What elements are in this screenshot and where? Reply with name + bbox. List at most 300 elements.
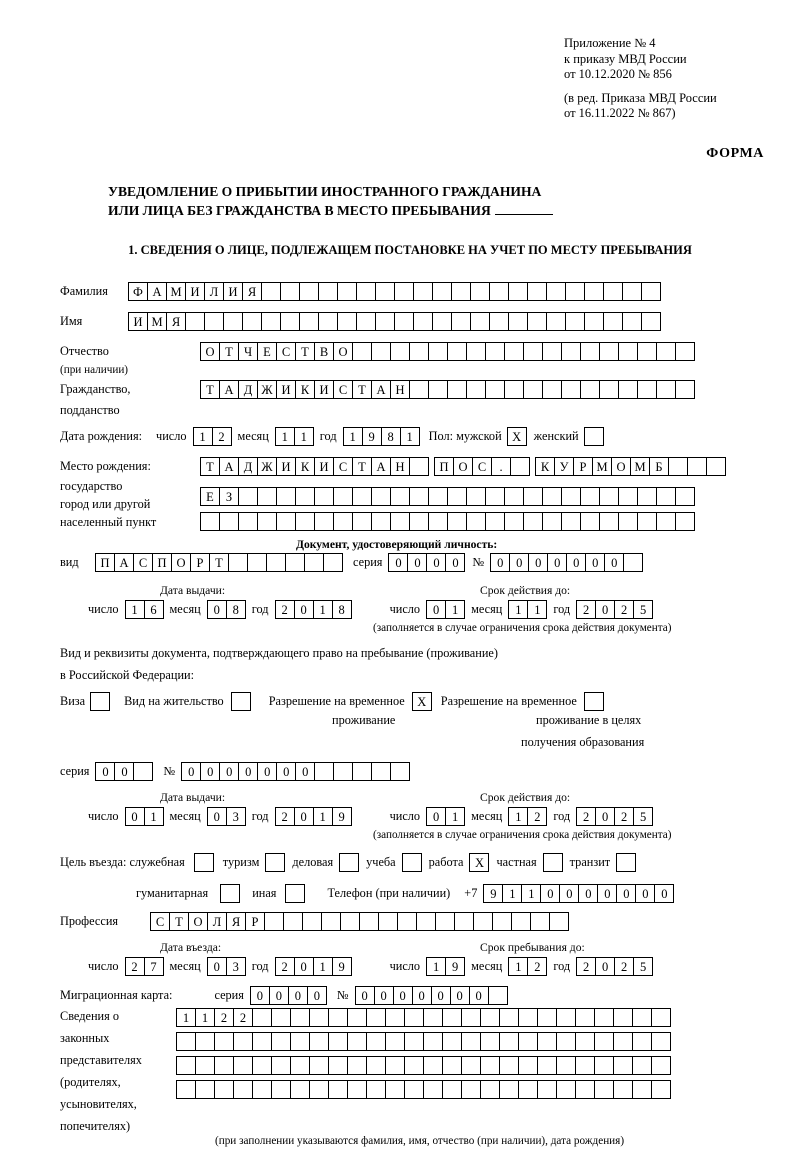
- char-cell[interactable]: 0: [445, 553, 465, 572]
- char-cell[interactable]: 2: [614, 807, 634, 826]
- char-cell[interactable]: Т: [169, 912, 189, 931]
- char-cell[interactable]: [271, 1032, 291, 1051]
- char-cell[interactable]: [580, 342, 600, 361]
- char-cell[interactable]: [252, 1056, 272, 1075]
- char-cell[interactable]: М: [592, 457, 612, 476]
- visa-checkbox[interactable]: [90, 692, 110, 711]
- char-cell[interactable]: [409, 342, 429, 361]
- char-cell[interactable]: [542, 512, 562, 531]
- char-cell[interactable]: [404, 1008, 424, 1027]
- char-cell[interactable]: [632, 1032, 652, 1051]
- char-cell[interactable]: 0: [407, 553, 427, 572]
- char-cell[interactable]: [622, 312, 642, 331]
- char-cell[interactable]: С: [333, 380, 353, 399]
- edu-residence-checkbox[interactable]: [584, 692, 604, 711]
- char-cell[interactable]: 9: [445, 957, 465, 976]
- char-cell[interactable]: [518, 1056, 538, 1075]
- char-cell[interactable]: 0: [238, 762, 258, 781]
- char-cell[interactable]: 0: [276, 762, 296, 781]
- char-cell[interactable]: [499, 1032, 519, 1051]
- char-cell[interactable]: И: [276, 457, 296, 476]
- birth-day-input[interactable]: [193, 427, 232, 446]
- char-cell[interactable]: [613, 1080, 633, 1099]
- char-cell[interactable]: 0: [388, 553, 408, 572]
- char-cell[interactable]: [404, 1032, 424, 1051]
- char-cell[interactable]: [238, 512, 258, 531]
- char-cell[interactable]: 1: [144, 807, 164, 826]
- char-cell[interactable]: 0: [181, 762, 201, 781]
- char-cell[interactable]: 1: [527, 600, 547, 619]
- char-cell[interactable]: [523, 342, 543, 361]
- char-cell[interactable]: 0: [585, 553, 605, 572]
- legal-rep-input-row3[interactable]: [176, 1056, 671, 1075]
- char-cell[interactable]: [195, 1032, 215, 1051]
- sex-female-checkbox[interactable]: [584, 427, 604, 446]
- char-cell[interactable]: [378, 912, 398, 931]
- char-cell[interactable]: [485, 342, 505, 361]
- char-cell[interactable]: 0: [412, 986, 432, 1005]
- char-cell[interactable]: Т: [209, 553, 229, 572]
- char-cell[interactable]: [352, 762, 372, 781]
- char-cell[interactable]: [575, 1032, 595, 1051]
- char-cell[interactable]: 8: [332, 600, 352, 619]
- char-cell[interactable]: [347, 1080, 367, 1099]
- char-cell[interactable]: 2: [576, 807, 596, 826]
- char-cell[interactable]: 0: [207, 807, 227, 826]
- char-cell[interactable]: [480, 1056, 500, 1075]
- char-cell[interactable]: 0: [595, 807, 615, 826]
- char-cell[interactable]: [371, 487, 391, 506]
- char-cell[interactable]: 0: [219, 762, 239, 781]
- char-cell[interactable]: [485, 487, 505, 506]
- char-cell[interactable]: [314, 487, 334, 506]
- char-cell[interactable]: [328, 1008, 348, 1027]
- char-cell[interactable]: 1: [508, 600, 528, 619]
- char-cell[interactable]: С: [472, 457, 492, 476]
- char-cell[interactable]: Е: [257, 342, 277, 361]
- char-cell[interactable]: И: [276, 380, 296, 399]
- char-cell[interactable]: [565, 282, 585, 301]
- char-cell[interactable]: [404, 1056, 424, 1075]
- char-cell[interactable]: 0: [616, 884, 636, 903]
- char-cell[interactable]: [632, 1008, 652, 1027]
- char-cell[interactable]: [632, 1056, 652, 1075]
- char-cell[interactable]: [668, 457, 688, 476]
- char-cell[interactable]: Т: [295, 342, 315, 361]
- char-cell[interactable]: 0: [635, 884, 655, 903]
- char-cell[interactable]: [637, 342, 657, 361]
- char-cell[interactable]: [409, 380, 429, 399]
- char-cell[interactable]: [280, 312, 300, 331]
- char-cell[interactable]: 2: [214, 1008, 234, 1027]
- char-cell[interactable]: 0: [200, 762, 220, 781]
- char-cell[interactable]: 2: [614, 957, 634, 976]
- char-cell[interactable]: 0: [355, 986, 375, 1005]
- permit-valid-day-input[interactable]: [426, 807, 465, 826]
- char-cell[interactable]: [594, 1032, 614, 1051]
- char-cell[interactable]: [264, 912, 284, 931]
- char-cell[interactable]: [309, 1032, 329, 1051]
- char-cell[interactable]: Л: [207, 912, 227, 931]
- char-cell[interactable]: [549, 912, 569, 931]
- char-cell[interactable]: 2: [125, 957, 145, 976]
- char-cell[interactable]: [271, 1008, 291, 1027]
- residence-permit-checkbox[interactable]: [231, 692, 251, 711]
- issue-day-input[interactable]: [125, 600, 164, 619]
- permit-issue-month-input[interactable]: [207, 807, 246, 826]
- char-cell[interactable]: [451, 312, 471, 331]
- char-cell[interactable]: [511, 912, 531, 931]
- char-cell[interactable]: И: [314, 457, 334, 476]
- char-cell[interactable]: [318, 312, 338, 331]
- char-cell[interactable]: [537, 1080, 557, 1099]
- char-cell[interactable]: 0: [595, 957, 615, 976]
- patronymic-input[interactable]: [200, 342, 695, 361]
- char-cell[interactable]: [508, 312, 528, 331]
- char-cell[interactable]: 1: [195, 1008, 215, 1027]
- char-cell[interactable]: [299, 282, 319, 301]
- char-cell[interactable]: [618, 487, 638, 506]
- char-cell[interactable]: 0: [540, 884, 560, 903]
- char-cell[interactable]: [276, 512, 296, 531]
- stay-day-input[interactable]: [426, 957, 465, 976]
- char-cell[interactable]: [499, 1008, 519, 1027]
- entry-month-input[interactable]: [207, 957, 246, 976]
- char-cell[interactable]: [321, 912, 341, 931]
- char-cell[interactable]: [435, 912, 455, 931]
- char-cell[interactable]: 0: [450, 986, 470, 1005]
- char-cell[interactable]: 1: [313, 807, 333, 826]
- char-cell[interactable]: [454, 912, 474, 931]
- char-cell[interactable]: [537, 1008, 557, 1027]
- char-cell[interactable]: .: [491, 457, 511, 476]
- birthplace-input-row2[interactable]: [200, 487, 695, 506]
- birth-year-input[interactable]: [343, 427, 420, 446]
- char-cell[interactable]: [385, 1080, 405, 1099]
- char-cell[interactable]: [580, 512, 600, 531]
- char-cell[interactable]: [394, 282, 414, 301]
- char-cell[interactable]: 1: [445, 600, 465, 619]
- char-cell[interactable]: [480, 1080, 500, 1099]
- char-cell[interactable]: 0: [604, 553, 624, 572]
- char-cell[interactable]: П: [434, 457, 454, 476]
- char-cell[interactable]: [504, 342, 524, 361]
- char-cell[interactable]: [409, 487, 429, 506]
- char-cell[interactable]: 3: [226, 957, 246, 976]
- char-cell[interactable]: [385, 1032, 405, 1051]
- char-cell[interactable]: [584, 282, 604, 301]
- stay-year-input[interactable]: [576, 957, 653, 976]
- char-cell[interactable]: [257, 487, 277, 506]
- char-cell[interactable]: [416, 912, 436, 931]
- char-cell[interactable]: [352, 487, 372, 506]
- char-cell[interactable]: [375, 312, 395, 331]
- char-cell[interactable]: [447, 380, 467, 399]
- char-cell[interactable]: [687, 457, 707, 476]
- char-cell[interactable]: 0: [393, 986, 413, 1005]
- char-cell[interactable]: Л: [204, 282, 224, 301]
- char-cell[interactable]: [637, 380, 657, 399]
- char-cell[interactable]: Н: [390, 380, 410, 399]
- char-cell[interactable]: [618, 342, 638, 361]
- char-cell[interactable]: П: [152, 553, 172, 572]
- phone-input[interactable]: [483, 884, 674, 903]
- char-cell[interactable]: [242, 312, 262, 331]
- entry-year-input[interactable]: [275, 957, 352, 976]
- char-cell[interactable]: [504, 380, 524, 399]
- char-cell[interactable]: 5: [633, 957, 653, 976]
- char-cell[interactable]: [409, 512, 429, 531]
- char-cell[interactable]: [442, 1008, 462, 1027]
- char-cell[interactable]: [632, 1080, 652, 1099]
- char-cell[interactable]: 1: [343, 427, 363, 446]
- doc-type-input[interactable]: [95, 553, 343, 572]
- char-cell[interactable]: [283, 912, 303, 931]
- char-cell[interactable]: [561, 512, 581, 531]
- char-cell[interactable]: 2: [527, 807, 547, 826]
- char-cell[interactable]: [404, 1080, 424, 1099]
- char-cell[interactable]: [290, 1032, 310, 1051]
- char-cell[interactable]: [290, 1008, 310, 1027]
- char-cell[interactable]: [485, 380, 505, 399]
- char-cell[interactable]: 0: [559, 884, 579, 903]
- char-cell[interactable]: [489, 282, 509, 301]
- purpose-humanitarian-checkbox[interactable]: [220, 884, 240, 903]
- char-cell[interactable]: 1: [502, 884, 522, 903]
- char-cell[interactable]: [580, 487, 600, 506]
- char-cell[interactable]: А: [371, 380, 391, 399]
- sex-male-checkbox[interactable]: X: [507, 427, 527, 446]
- char-cell[interactable]: 1: [445, 807, 465, 826]
- name-input[interactable]: [128, 312, 661, 331]
- char-cell[interactable]: [675, 512, 695, 531]
- char-cell[interactable]: [366, 1080, 386, 1099]
- char-cell[interactable]: 0: [426, 600, 446, 619]
- char-cell[interactable]: [340, 912, 360, 931]
- char-cell[interactable]: 0: [114, 762, 134, 781]
- char-cell[interactable]: 0: [566, 553, 586, 572]
- char-cell[interactable]: Р: [190, 553, 210, 572]
- char-cell[interactable]: [432, 282, 452, 301]
- char-cell[interactable]: [233, 1056, 253, 1075]
- char-cell[interactable]: [390, 762, 410, 781]
- char-cell[interactable]: [546, 282, 566, 301]
- char-cell[interactable]: 2: [614, 600, 634, 619]
- char-cell[interactable]: [470, 312, 490, 331]
- char-cell[interactable]: [413, 312, 433, 331]
- char-cell[interactable]: [413, 282, 433, 301]
- char-cell[interactable]: 0: [294, 957, 314, 976]
- char-cell[interactable]: [706, 457, 726, 476]
- char-cell[interactable]: 1: [176, 1008, 196, 1027]
- char-cell[interactable]: У: [554, 457, 574, 476]
- char-cell[interactable]: [261, 282, 281, 301]
- char-cell[interactable]: [299, 312, 319, 331]
- char-cell[interactable]: [337, 282, 357, 301]
- char-cell[interactable]: [385, 1008, 405, 1027]
- char-cell[interactable]: 0: [288, 986, 308, 1005]
- char-cell[interactable]: Я: [226, 912, 246, 931]
- char-cell[interactable]: Д: [238, 380, 258, 399]
- purpose-other-checkbox[interactable]: [285, 884, 305, 903]
- char-cell[interactable]: Д: [238, 457, 258, 476]
- char-cell[interactable]: 6: [144, 600, 164, 619]
- char-cell[interactable]: [285, 553, 305, 572]
- char-cell[interactable]: [675, 342, 695, 361]
- char-cell[interactable]: Т: [200, 457, 220, 476]
- purpose-transit-checkbox[interactable]: [616, 853, 636, 872]
- doc-number-input[interactable]: [490, 553, 643, 572]
- char-cell[interactable]: 0: [125, 807, 145, 826]
- char-cell[interactable]: [261, 312, 281, 331]
- char-cell[interactable]: Р: [573, 457, 593, 476]
- char-cell[interactable]: [584, 312, 604, 331]
- char-cell[interactable]: [556, 1056, 576, 1075]
- char-cell[interactable]: [176, 1056, 196, 1075]
- char-cell[interactable]: [195, 1056, 215, 1075]
- char-cell[interactable]: [594, 1056, 614, 1075]
- char-cell[interactable]: [510, 457, 530, 476]
- purpose-work-checkbox[interactable]: X: [469, 853, 489, 872]
- char-cell[interactable]: [492, 912, 512, 931]
- char-cell[interactable]: [504, 512, 524, 531]
- char-cell[interactable]: [271, 1056, 291, 1075]
- char-cell[interactable]: [542, 487, 562, 506]
- char-cell[interactable]: [309, 1056, 329, 1075]
- char-cell[interactable]: [266, 553, 286, 572]
- char-cell[interactable]: 2: [212, 427, 232, 446]
- char-cell[interactable]: [518, 1080, 538, 1099]
- char-cell[interactable]: 5: [633, 600, 653, 619]
- char-cell[interactable]: М: [147, 312, 167, 331]
- char-cell[interactable]: 1: [294, 427, 314, 446]
- char-cell[interactable]: [575, 1008, 595, 1027]
- char-cell[interactable]: 0: [257, 762, 277, 781]
- char-cell[interactable]: [518, 1032, 538, 1051]
- char-cell[interactable]: [176, 1080, 196, 1099]
- char-cell[interactable]: [228, 553, 248, 572]
- char-cell[interactable]: [390, 342, 410, 361]
- char-cell[interactable]: [480, 1008, 500, 1027]
- char-cell[interactable]: [276, 487, 296, 506]
- char-cell[interactable]: [442, 1056, 462, 1075]
- char-cell[interactable]: 0: [269, 986, 289, 1005]
- char-cell[interactable]: [204, 312, 224, 331]
- char-cell[interactable]: [428, 512, 448, 531]
- doc-series-input[interactable]: [388, 553, 465, 572]
- char-cell[interactable]: 2: [275, 600, 295, 619]
- char-cell[interactable]: [442, 1080, 462, 1099]
- char-cell[interactable]: 1: [426, 957, 446, 976]
- char-cell[interactable]: [366, 1008, 386, 1027]
- char-cell[interactable]: [523, 487, 543, 506]
- char-cell[interactable]: [599, 512, 619, 531]
- char-cell[interactable]: 9: [332, 957, 352, 976]
- char-cell[interactable]: [599, 487, 619, 506]
- birthplace-input-row3[interactable]: [200, 512, 695, 531]
- char-cell[interactable]: Т: [219, 342, 239, 361]
- char-cell[interactable]: [575, 1080, 595, 1099]
- char-cell[interactable]: [580, 380, 600, 399]
- char-cell[interactable]: [447, 512, 467, 531]
- char-cell[interactable]: [352, 512, 372, 531]
- char-cell[interactable]: 1: [313, 600, 333, 619]
- char-cell[interactable]: О: [333, 342, 353, 361]
- char-cell[interactable]: К: [295, 457, 315, 476]
- char-cell[interactable]: 0: [207, 600, 227, 619]
- char-cell[interactable]: А: [219, 457, 239, 476]
- char-cell[interactable]: [371, 342, 391, 361]
- char-cell[interactable]: 2: [275, 957, 295, 976]
- char-cell[interactable]: 0: [431, 986, 451, 1005]
- char-cell[interactable]: П: [95, 553, 115, 572]
- char-cell[interactable]: [271, 1080, 291, 1099]
- char-cell[interactable]: [656, 342, 676, 361]
- char-cell[interactable]: [397, 912, 417, 931]
- char-cell[interactable]: 0: [490, 553, 510, 572]
- permit-issue-day-input[interactable]: [125, 807, 164, 826]
- permit-issue-year-input[interactable]: [275, 807, 352, 826]
- char-cell[interactable]: [318, 282, 338, 301]
- char-cell[interactable]: [565, 312, 585, 331]
- char-cell[interactable]: [252, 1032, 272, 1051]
- char-cell[interactable]: 0: [528, 553, 548, 572]
- purpose-private-checkbox[interactable]: [543, 853, 563, 872]
- char-cell[interactable]: И: [223, 282, 243, 301]
- char-cell[interactable]: [499, 1080, 519, 1099]
- char-cell[interactable]: Ч: [238, 342, 258, 361]
- char-cell[interactable]: [675, 487, 695, 506]
- char-cell[interactable]: [623, 553, 643, 572]
- valid-month-input[interactable]: [508, 600, 547, 619]
- purpose-business-checkbox[interactable]: [339, 853, 359, 872]
- surname-input[interactable]: [128, 282, 661, 301]
- char-cell[interactable]: Ж: [257, 457, 277, 476]
- char-cell[interactable]: [466, 487, 486, 506]
- char-cell[interactable]: К: [295, 380, 315, 399]
- char-cell[interactable]: [651, 1008, 671, 1027]
- char-cell[interactable]: [651, 1032, 671, 1051]
- char-cell[interactable]: 0: [374, 986, 394, 1005]
- char-cell[interactable]: З: [219, 487, 239, 506]
- char-cell[interactable]: [219, 512, 239, 531]
- char-cell[interactable]: [223, 312, 243, 331]
- char-cell[interactable]: [371, 762, 391, 781]
- char-cell[interactable]: [302, 912, 322, 931]
- char-cell[interactable]: [290, 1056, 310, 1075]
- char-cell[interactable]: [594, 1008, 614, 1027]
- char-cell[interactable]: [488, 986, 508, 1005]
- char-cell[interactable]: [641, 282, 661, 301]
- entry-day-input[interactable]: [125, 957, 164, 976]
- char-cell[interactable]: [428, 380, 448, 399]
- char-cell[interactable]: [442, 1032, 462, 1051]
- char-cell[interactable]: [423, 1080, 443, 1099]
- char-cell[interactable]: [214, 1080, 234, 1099]
- purpose-service-checkbox[interactable]: [194, 853, 214, 872]
- char-cell[interactable]: [185, 312, 205, 331]
- char-cell[interactable]: 1: [508, 957, 528, 976]
- char-cell[interactable]: 1: [521, 884, 541, 903]
- char-cell[interactable]: [133, 762, 153, 781]
- char-cell[interactable]: М: [630, 457, 650, 476]
- char-cell[interactable]: [461, 1032, 481, 1051]
- char-cell[interactable]: [359, 912, 379, 931]
- char-cell[interactable]: [656, 512, 676, 531]
- char-cell[interactable]: Ж: [257, 380, 277, 399]
- char-cell[interactable]: [561, 380, 581, 399]
- char-cell[interactable]: [304, 553, 324, 572]
